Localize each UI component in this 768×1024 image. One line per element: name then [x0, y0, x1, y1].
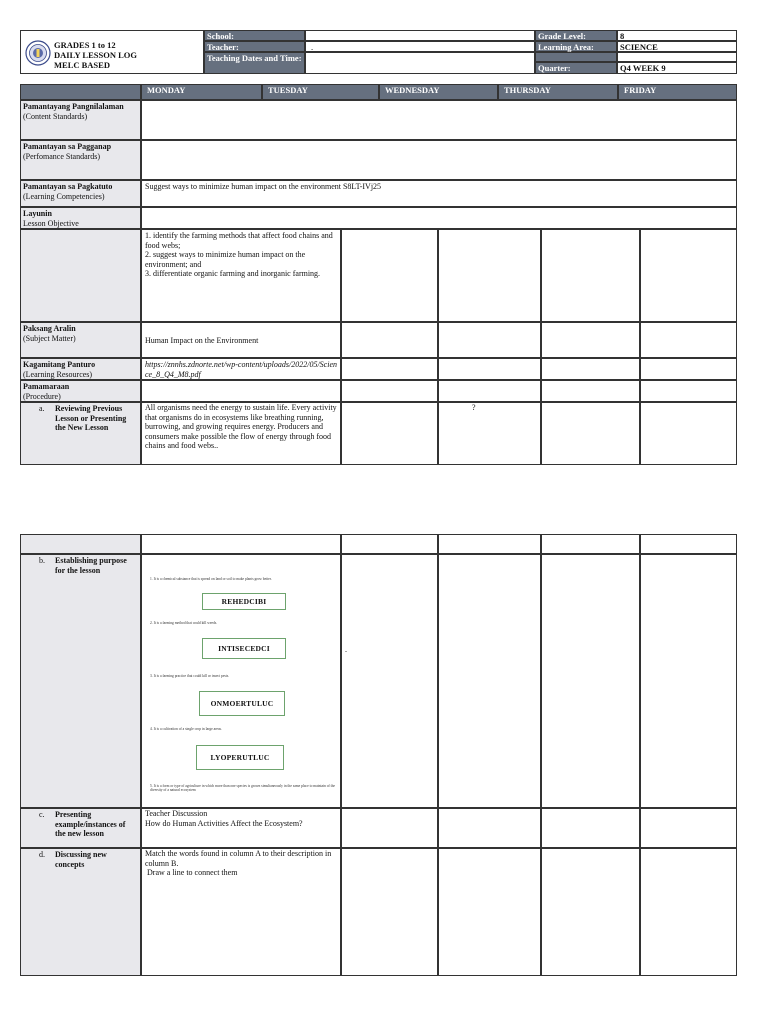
page2-header-wednesday	[438, 534, 541, 554]
title-line-2: DAILY LESSON LOG	[54, 50, 137, 60]
dates-value[interactable]	[305, 52, 535, 74]
purpose-label	[20, 554, 141, 808]
page2-header-friday	[640, 534, 737, 554]
purpose-tuesday-mark: .	[345, 645, 347, 654]
discussing-wednesday[interactable]	[438, 848, 541, 976]
procedure-wednesday[interactable]	[438, 380, 541, 402]
resources-sub: (Learning Resources)	[23, 369, 93, 379]
header-title-cell	[20, 30, 204, 74]
subject-matter-sub: (Subject Matter)	[23, 333, 76, 343]
blank-label	[535, 52, 617, 62]
page2-header-label	[20, 534, 141, 554]
presenting-title: Presenting example/instances of the new lesson	[55, 810, 126, 838]
day-monday: MONDAY	[141, 84, 262, 100]
objective-item-2: 2. suggest ways to minimize human impact on the environment; and	[145, 250, 306, 269]
grade-label: Grade Level:	[535, 30, 617, 41]
objective-item-3: 3. differentiate organic farming and inorganic farming.	[145, 269, 321, 278]
page2-header-monday	[141, 534, 341, 554]
presenting-line-2: How do Human Activities Affect the Ecosystem?	[145, 818, 303, 828]
discussing-line-2: Draw a line to connect them	[145, 868, 238, 877]
discussing-line-1: Match the words found in column A to their description in column B.	[145, 849, 332, 868]
subject-matter-title: Paksang Aralin	[23, 324, 76, 333]
day-friday: FRIDAY	[618, 84, 737, 100]
purpose-tuesday[interactable]	[341, 554, 438, 808]
objective-title: Layunin	[23, 209, 52, 218]
objectives-tuesday[interactable]	[341, 229, 438, 322]
objective-value[interactable]	[141, 207, 737, 229]
content-standards-label	[20, 100, 141, 140]
day-wednesday: WEDNESDAY	[379, 84, 498, 100]
review-thursday[interactable]	[541, 402, 640, 465]
discussing-label	[20, 848, 141, 976]
presenting-line-1: Teacher Discussion	[145, 809, 208, 818]
procedure-sub: (Procedure)	[23, 391, 61, 401]
discussing-thursday[interactable]	[541, 848, 640, 976]
puzzle-question-3: 3. It is a farming practice that could kill or insect pests.	[150, 674, 230, 678]
resources-wednesday[interactable]	[438, 358, 541, 380]
discussing-tuesday[interactable]	[341, 848, 438, 976]
page2-header-tuesday	[341, 534, 438, 554]
competencies-sub: (Learning Competencies)	[23, 191, 105, 201]
subject-wednesday[interactable]	[438, 322, 541, 358]
quarter-value[interactable]: Q4 WEEK 9	[617, 62, 737, 74]
objectives-label-blank	[20, 229, 141, 322]
purpose-wednesday[interactable]	[438, 554, 541, 808]
purpose-monday[interactable]	[141, 554, 341, 808]
blank-value	[617, 52, 737, 62]
resources-title: Kagamitang Panturo	[23, 360, 96, 369]
puzzle-word-3: ONMOERTULUC	[199, 691, 285, 716]
procedure-thursday[interactable]	[541, 380, 640, 402]
review-letter: a.	[39, 404, 45, 413]
subject-tuesday[interactable]	[341, 322, 438, 358]
review-title: Reviewing Previous Lesson or Presenting the New Lesson	[55, 404, 127, 432]
objectives-wednesday[interactable]	[438, 229, 541, 322]
subject-matter-label	[20, 322, 141, 358]
discussing-title: Discussing new concepts	[55, 850, 107, 869]
puzzle-word-1: REHEDCIBI	[202, 593, 286, 610]
resources-tuesday[interactable]	[341, 358, 438, 380]
deped-seal-icon	[25, 40, 51, 66]
objective-item-1: 1. identify the farming methods that affect food chains and food webs;	[145, 231, 333, 250]
content-standards-value[interactable]	[141, 100, 737, 140]
teacher-label: Teacher:	[204, 41, 305, 52]
resources-thursday[interactable]	[541, 358, 640, 380]
presenting-letter: c.	[39, 810, 45, 819]
procedure-label	[20, 380, 141, 402]
competencies-value[interactable]: Suggest ways to minimize human impact on the environment S8LT-IVj25	[141, 180, 737, 207]
procedure-tuesday[interactable]	[341, 380, 438, 402]
resources-friday[interactable]	[640, 358, 737, 380]
objectives-thursday[interactable]	[541, 229, 640, 322]
content-standards-title: Pamantayang Pangnilalaman	[23, 102, 124, 111]
objectives-list[interactable]	[141, 229, 341, 322]
title-line-3: MELC BASED	[54, 60, 110, 70]
purpose-thursday[interactable]	[541, 554, 640, 808]
performance-standards-label	[20, 140, 141, 180]
area-label: Learning Area:	[535, 41, 617, 52]
grade-value[interactable]: 8	[617, 30, 737, 41]
review-label	[20, 402, 141, 465]
purpose-friday[interactable]	[640, 554, 737, 808]
presenting-wednesday[interactable]	[438, 808, 541, 848]
puzzle-question-5: 5. It is a form or type of agriculture in which more than one species is grown simultaneously in the same place to maintain of the diversity of a natural ecosystem	[150, 784, 336, 793]
discussing-letter: d.	[39, 850, 45, 859]
presenting-tuesday[interactable]	[341, 808, 438, 848]
competencies-label	[20, 180, 141, 207]
performance-standards-title: Pamantayan sa Pagganap	[23, 142, 112, 151]
objective-sub: Lesson Objective	[23, 218, 79, 228]
day-thursday: THURSDAY	[498, 84, 618, 100]
dates-label: Teaching Dates and Time:	[204, 52, 305, 74]
content-standards-sub: (Content Standards)	[23, 111, 88, 121]
puzzle-question-1: 1. It is a chemical substance that is spread on land or soil to make plants grow better.	[150, 577, 272, 581]
discussing-monday[interactable]	[141, 848, 341, 976]
teacher-value[interactable]: .	[305, 41, 535, 52]
discussing-friday[interactable]	[640, 848, 737, 976]
school-value[interactable]	[305, 30, 535, 41]
review-value[interactable]: All organisms need the energy to sustain life. Every activity that organisms do in ecosystems like breathing running, burrowing, and growing requires energy. Producers and consumers make possible the flow of energy through food chains and food webs..	[141, 402, 341, 465]
review-friday[interactable]	[640, 402, 737, 465]
procedure-monday[interactable]	[141, 380, 341, 402]
quarter-label: Quarter:	[535, 62, 617, 74]
review-wednesday[interactable]	[438, 402, 541, 465]
puzzle-word-2: INTISECEDCI	[202, 638, 286, 659]
school-label: School:	[204, 30, 305, 41]
day-tuesday: TUESDAY	[262, 84, 379, 100]
puzzle-question-4: 4. It is a cultivation of a single crop in large areas.	[150, 727, 222, 731]
procedure-title: Pamamaraan	[23, 382, 70, 391]
presenting-friday[interactable]	[640, 808, 737, 848]
area-value[interactable]: SCIENCE	[617, 41, 737, 52]
performance-standards-sub: (Perfomance Standards)	[23, 151, 101, 161]
objectives-friday[interactable]	[640, 229, 737, 322]
competencies-title: Pamantayan sa Pagkatuto	[23, 182, 113, 191]
subject-thursday[interactable]	[541, 322, 640, 358]
title-line-1: GRADES 1 to 12	[54, 40, 116, 50]
presenting-monday[interactable]	[141, 808, 341, 848]
puzzle-word-4: LYOPERUTLUC	[196, 745, 284, 770]
subject-friday[interactable]	[640, 322, 737, 358]
purpose-letter: b.	[39, 556, 45, 565]
puzzle-question-2: 2. It is a farming method that could kill weeds.	[150, 621, 218, 625]
presenting-thursday[interactable]	[541, 808, 640, 848]
subject-matter-value[interactable]: Human Impact on the Environment	[141, 322, 341, 358]
resources-link[interactable]: https://znnhs.zdnorte.net/wp-content/uploads/2022/05/Science_8_Q4_M8.pdf	[141, 358, 341, 380]
purpose-title: Establishing purpose for the lesson	[55, 556, 127, 575]
question-mark: ?	[472, 403, 476, 412]
day-header-corner	[20, 84, 141, 100]
resources-label	[20, 358, 141, 380]
performance-standards-value[interactable]	[141, 140, 737, 180]
presenting-label	[20, 808, 141, 848]
procedure-friday[interactable]	[640, 380, 737, 402]
page2-header-thursday	[541, 534, 640, 554]
review-tuesday[interactable]	[341, 402, 438, 465]
objective-label	[20, 207, 141, 229]
